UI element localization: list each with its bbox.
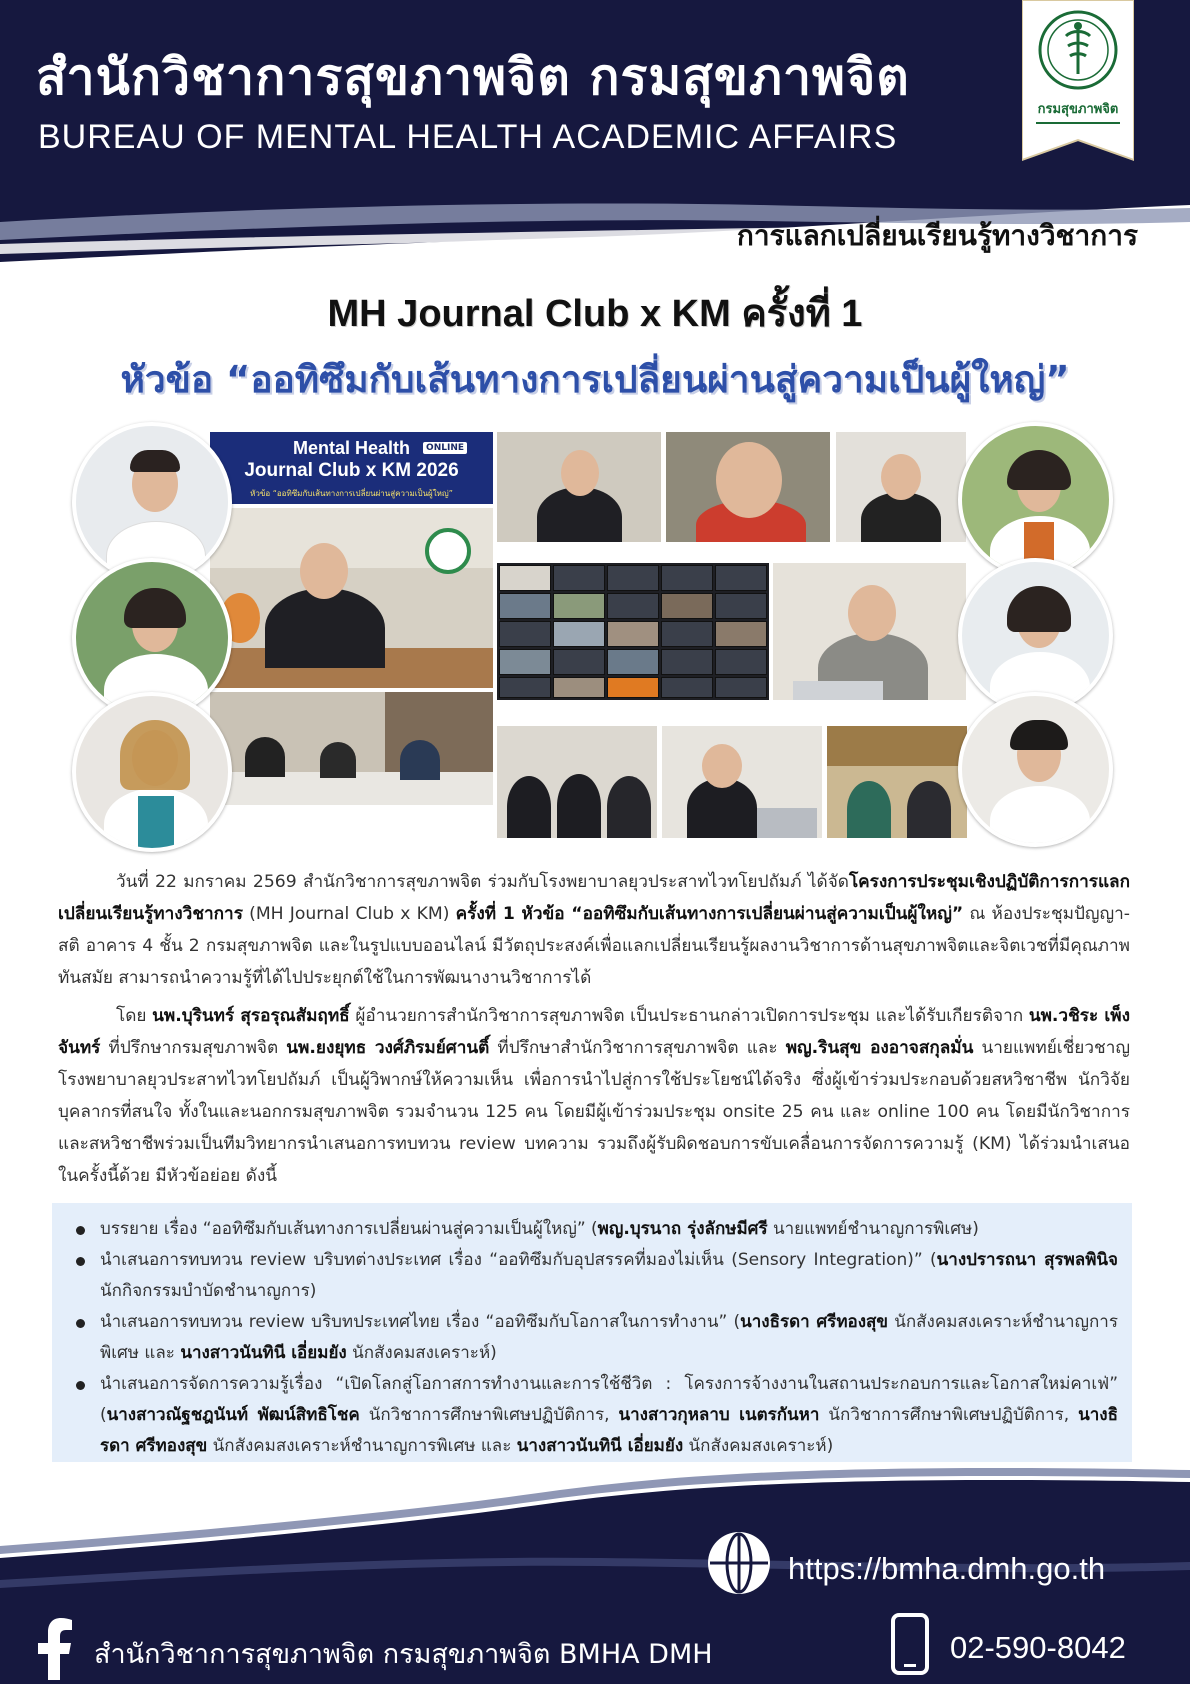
onsite-group-photo bbox=[497, 726, 657, 838]
meeting-room-photo bbox=[210, 692, 493, 805]
bullet-text: นักสังคมสงเคราะห์) bbox=[683, 1436, 834, 1456]
online-participant-photo bbox=[666, 432, 830, 542]
person-name: นพ.วชิระ เพ็งจันทร์ bbox=[58, 1006, 1131, 1058]
person-name: นพ.ยงยุทธ วงศ์ภิรมย์ศานติ์ bbox=[286, 1038, 490, 1058]
sub-topic-item bbox=[100, 1245, 1118, 1307]
person-name: พญ.รินสุข องอาจสกุลมั่น bbox=[785, 1038, 974, 1058]
footer-facebook[interactable]: สำนักวิชาการสุขภาพจิต กรมสุขภาพจิต BMHA DMH bbox=[94, 1639, 713, 1670]
paragraph-text: วันที่ 22 มกราคม 2569 สำนักวิชาการสุขภาพจิต ร่วมกับโรงพยาบาลยุวประสาทไวทโยปถัมภ์ ได้จัด bbox=[116, 872, 849, 892]
person-name: นางปรารถนา สุรพลพินิจ bbox=[936, 1250, 1118, 1270]
sub-topic-item bbox=[100, 1214, 1118, 1245]
event-banner-image bbox=[210, 432, 493, 504]
facebook-icon bbox=[34, 1618, 74, 1680]
bullet-text: นำเสนอการทบทวน review บริบทประเทศไทย เรื่อง “ออทิซึมกับโอกาสในการทำงาน” ( bbox=[100, 1312, 741, 1332]
bullet-dot bbox=[76, 1226, 85, 1235]
paragraph-text: ที่ปรึกษากรมสุขภาพจิต bbox=[100, 1038, 287, 1058]
footer-website[interactable]: https://bmha.dmh.go.th bbox=[788, 1551, 1106, 1586]
bullet-text: นักสังคมสงเคราะห์ชำนาญการพิเศษ และ bbox=[100, 1312, 1118, 1363]
globe-icon bbox=[706, 1530, 772, 1596]
logo-caption: กรมสุขภาพจิต bbox=[1037, 102, 1119, 117]
person-name: นางสาวณัฐชฎนันท์ พัฒน์สิทธิโชค bbox=[106, 1405, 360, 1425]
bullet-dot bbox=[76, 1381, 85, 1390]
footer-phone[interactable]: 02-590-8042 bbox=[950, 1630, 1126, 1665]
paragraph-participants bbox=[58, 1000, 1130, 1192]
speaker-portrait bbox=[958, 558, 1113, 713]
bullet-text: นักสังคมสงเคราะห์ชำนาญการพิเศษ และ bbox=[207, 1436, 517, 1456]
online-participant-photo bbox=[836, 432, 966, 542]
onsite-presenter-photo bbox=[662, 726, 822, 838]
footer-banner bbox=[0, 1462, 1190, 1684]
person-name: นางสาวกุหลาบ เนตรกันหา bbox=[618, 1405, 820, 1425]
bullet-text: นักกิจกรรมบำบัดชำนาญการ) bbox=[100, 1281, 317, 1301]
bullet-text: นำเสนอการทบทวน review บริบทต่างประเทศ เรื่อง “ออทิซึมกับอุปสรรคที่มองไม่เห็น (Sensory Integration)” ( bbox=[100, 1250, 937, 1270]
bullet-text: นักสังคมสงเคราะห์) bbox=[346, 1343, 497, 1363]
participant-laptop-photo bbox=[773, 563, 966, 700]
paragraph-intro bbox=[58, 866, 1130, 994]
sub-topic-item bbox=[100, 1369, 1118, 1462]
bullet-text: นายแพทย์ชำนาญการพิเศษ) bbox=[767, 1219, 979, 1239]
paragraph-text: ผู้อำนวยการสำนักวิชาการสุขภาพจิต เป็นประธานกล่าวเปิดการประชุม และได้รับเกียรติจาก bbox=[349, 1006, 1029, 1026]
bullet-text: นักวิชาการศึกษาพิเศษปฏิบัติการ, bbox=[819, 1405, 1079, 1425]
paragraph-text: ที่ปรึกษาสำนักวิชาการสุขภาพจิต และ bbox=[489, 1038, 786, 1058]
speaker-portrait bbox=[72, 692, 232, 852]
person-name: นพ.บุรินทร์ สุรอรุณสัมฤทธิ์ bbox=[152, 1006, 350, 1026]
bullet-text: นำเสนอการจัดการความรู้เรื่อง “เปิดโลกสู่โอกาสการทำงานและการใช้ชีวิต : โครงการจ้างงานในสถานประกอบการและโอกาสใหม่คาเฟ่” ( bbox=[100, 1374, 1118, 1425]
presenter-photo bbox=[210, 508, 493, 688]
bullet-text: นักวิชาการศึกษาพิเศษปฏิบัติการ, bbox=[359, 1405, 619, 1425]
banner-line-1: Mental Health bbox=[292, 438, 411, 458]
bullet-dot bbox=[76, 1257, 85, 1266]
department-logo-icon bbox=[1022, 0, 1134, 175]
banner-subtitle: หัวข้อ “ออทิซึมกับเส้นทางการเปลี่ยนผ่านสู่ความเป็นผู้ใหญ่” bbox=[250, 489, 453, 498]
person-name: นางธิรดา ศรีทองสุข bbox=[740, 1312, 889, 1332]
sub-topic-item bbox=[100, 1307, 1118, 1369]
header-title-english: BUREAU OF MENTAL HEALTH ACADEMIC AFFAIRS bbox=[38, 118, 898, 156]
zoom-meeting-grid bbox=[497, 563, 769, 700]
speaker-portrait bbox=[958, 692, 1113, 847]
photo-collage bbox=[0, 420, 1190, 845]
paragraph-text: โดย bbox=[116, 1006, 153, 1026]
phone-icon bbox=[890, 1612, 930, 1676]
section-label: การแลกเปลี่ยนเรียนรู้ทางวิชาการ bbox=[736, 219, 1138, 252]
bullet-text: บรรยาย เรื่อง “ออทิซึมกับเส้นทางการเปลี่ยนผ่านสู่ความเป็นผู้ใหญ่” ( bbox=[100, 1219, 598, 1239]
header-title-thai: สำนักวิชาการสุขภาพจิต กรมสุขภาพจิต bbox=[36, 48, 910, 106]
online-participant-photo bbox=[497, 432, 661, 542]
person-name: นางสาวนันทินี เอี่ยมยัง bbox=[516, 1436, 684, 1456]
person-name: นางธิรดา ศรีทองสุข bbox=[100, 1405, 1118, 1456]
paragraph-text: นายแพทย์เชี่ยวชาญ โรงพยาบาลยุวประสาทไวทโยปถัมภ์ เป็นผู้วิพากษ์ให้ความเห็น เพื่อการนำไปสู่การใช้ประโยชน์ได้จริง ซึ่งผู้เข้าร่วมประกอบด้วยสหวิชาชีพ นักวิจัย บุคลากรที่สนใจ ทั้งในและนอกกรมสุขภาพจิต รวมจำนวน 125 คน โดยมีผู้เข้าร่วมประชุม onsite 25 คน และ online 100 คน โดยมีนักวิชาการและสหวิชาชีพร่วมเป็นทีมวิทยากรนำเสนอการทบทวน review บทความ รวมถึงผู้รับผิดชอบการขับเคลื่อนการจัดการความรู้ (KM) ได้ร่วมนำเสนอในครั้งนี้ด้วย มีหัวข้อย่อย ดังนี้ bbox=[58, 1038, 1130, 1186]
paragraph-text: (MH Journal Club x KM) bbox=[242, 904, 456, 924]
page-title: MH Journal Club x KM ครั้งที่ 1 bbox=[327, 293, 863, 335]
speaker-portrait bbox=[958, 422, 1113, 577]
person-name: นางสาวนันทินี เอี่ยมยัง bbox=[180, 1343, 347, 1363]
onsite-participant-photo bbox=[827, 726, 967, 838]
paragraph-text: ณ ห้องประชุมปัญญา-สติ อาคาร 4 ชั้น 2 กรมสุขภาพจิต และในรูปแบบออนไลน์ มีวัตถุประสงค์เพื่อแลกเปลี่ยนเรียนรู้ผลงานวิชาการด้านสุขภาพจิตและจิตเวชที่มีคุณภาพ ทันสมัย สามารถนำความรู้ที่ได้ไปประยุกต์ใช้ในการพัฒนางานวิชาการได้ bbox=[58, 904, 1130, 988]
page-subtitle: หัวข้อ “ออทิซึมกับเส้นทางการเปลี่ยนผ่านสู่ความเป็นผู้ใหญ่” bbox=[120, 358, 1070, 401]
online-tag: ONLINE bbox=[423, 442, 467, 454]
bullet-dot bbox=[76, 1319, 85, 1328]
person-name: พญ.บุรนาถ รุ่งลักษมีศรี bbox=[597, 1219, 768, 1239]
topic-name: ครั้งที่ 1 หัวข้อ “ออทิซึมกับเส้นทางการเปลี่ยนผ่านสู่ความเป็นผู้ใหญ่” bbox=[455, 904, 964, 924]
banner-line-2: Journal Club x KM 2026 bbox=[244, 460, 459, 481]
project-name: โครงการประชุมเชิงปฏิบัติการการแลกเปลี่ยนเรียนรู้ทางวิชาการ bbox=[58, 872, 1130, 924]
